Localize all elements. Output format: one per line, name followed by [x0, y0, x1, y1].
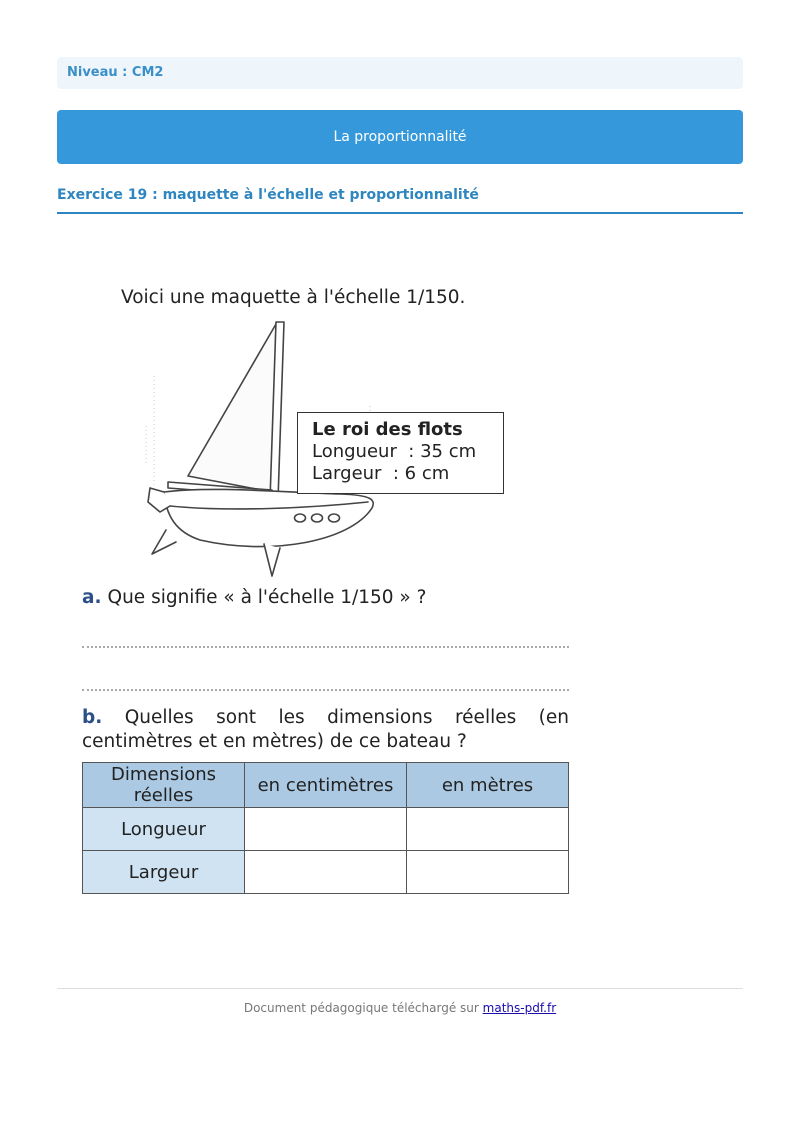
- boat-width: Largeur : 6 cm: [312, 463, 450, 484]
- length-cm-cell[interactable]: [245, 808, 407, 851]
- width-m-cell[interactable]: [407, 851, 569, 894]
- boat-name: Le roi des flots: [312, 419, 463, 440]
- question-b-label: b.: [82, 707, 103, 728]
- table-header-row: [83, 763, 569, 808]
- table-row: [83, 808, 569, 851]
- width-cm-cell[interactable]: [245, 851, 407, 894]
- question-b: [82, 706, 569, 754]
- question-a-label: a.: [82, 587, 102, 608]
- answer-line-2[interactable]: [82, 689, 569, 691]
- footer-text: Document pédagogique téléchargé sur: [243, 1001, 479, 1015]
- question-a-text: Que signifie « à l'échelle 1/150 » ?: [107, 587, 427, 608]
- col-header-dimensions: Dimensions réelles: [83, 763, 245, 808]
- footer-link[interactable]: maths-pdf.fr: [482, 1001, 557, 1015]
- boat-info-card: [297, 412, 504, 494]
- level-label: Niveau : CM2: [57, 57, 743, 89]
- exercise-title: Exercice 19 : maquette à l'échelle et proportionnalité: [57, 187, 479, 203]
- col-header-cm: en centimètres: [245, 763, 407, 808]
- question-b-text: Quelles sont les dimensions réelles (en centimètres et en mètres) de ce bateau ?: [82, 707, 569, 752]
- footer-divider: [57, 988, 743, 989]
- length-m-cell[interactable]: [407, 808, 569, 851]
- dimensions-table: [82, 762, 569, 894]
- table-row: [83, 851, 569, 894]
- boat-length: Longueur : 35 cm: [312, 441, 477, 462]
- answer-line-1[interactable]: [82, 646, 569, 648]
- row-label-length: Longueur: [83, 808, 245, 851]
- intro-text: Voici une maquette à l'échelle 1/150.: [121, 287, 466, 308]
- row-label-width: Largeur: [83, 851, 245, 894]
- footer: [0, 1001, 800, 1015]
- chapter-title: La proportionnalité: [333, 129, 467, 145]
- col-header-m: en mètres: [407, 763, 569, 808]
- question-a: [82, 587, 426, 608]
